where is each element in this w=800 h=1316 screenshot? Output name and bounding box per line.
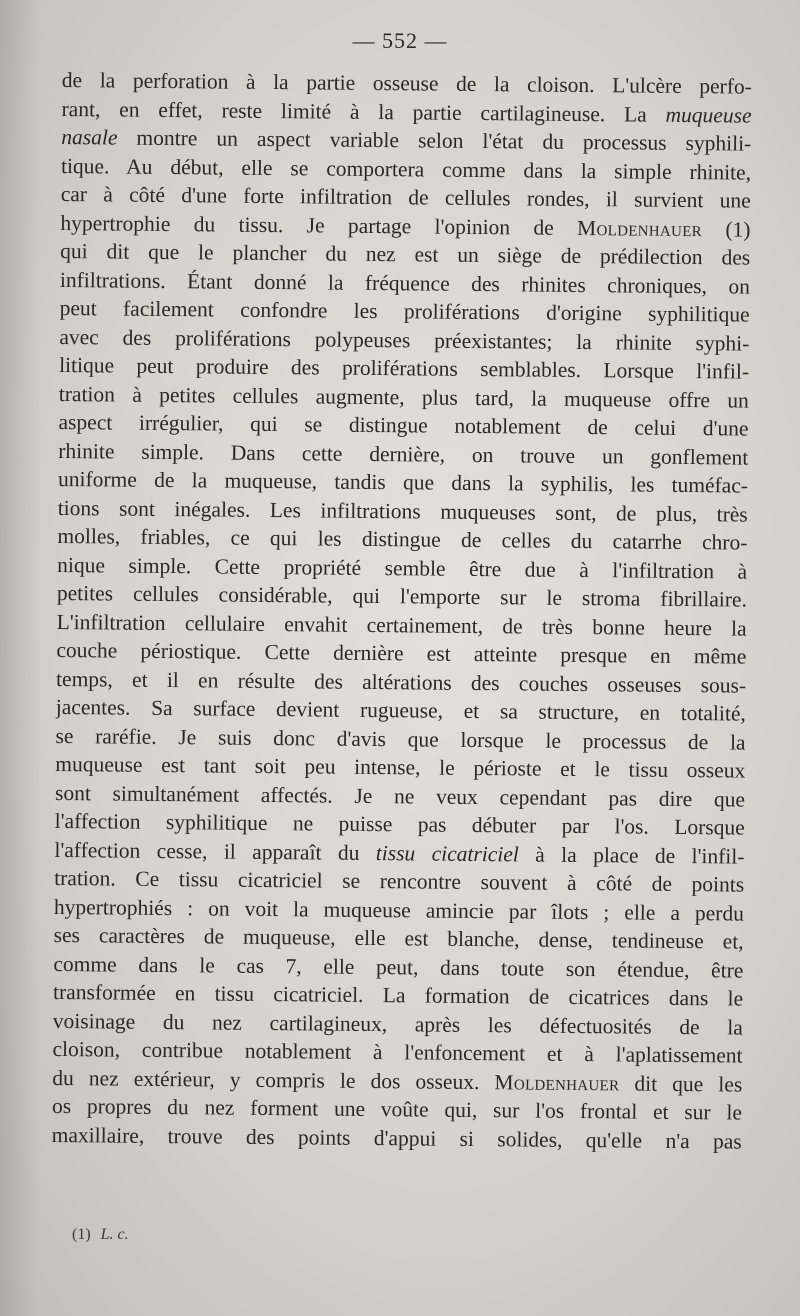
text-run: montre un aspect variable selon l'état du processus syphili- — [117, 125, 752, 156]
text-run: L'infiltration cellulaire envahit certainement, de très bonne heure la — [56, 609, 747, 641]
text-run: l'affection syphilitique ne puisse pas débuter par l'os. Lorsque — [54, 808, 745, 840]
text-run: transformée en tissu cicatriciel. La formation de cicatrices dans le — [52, 979, 744, 1011]
footnote — [72, 1226, 129, 1244]
text-run: à la place de l'infil- — [518, 841, 745, 869]
text-run: os propres du nez forment une voûte qui, sur l'os frontal et sur le — [51, 1093, 743, 1125]
text-run: petites cellules considérable, qui l'emporte sur le stroma fibrillaire. — [56, 580, 748, 612]
footnote-ref: (1) — [72, 1226, 91, 1243]
italic-text: muqueuse — [665, 102, 752, 128]
text-run: du nez extérieur, y compris le dos osseux. — [52, 1065, 495, 1094]
text-run: avec des proliférations polypeuses préexistantes; la rhinite syphi- — [59, 324, 750, 356]
text-run: hypertrophie du tissu. Je partage l'opinion de — [60, 210, 578, 240]
page-edge-shadow — [0, 0, 40, 1316]
footnote-text: L. c. — [100, 1226, 129, 1243]
text-run: cloison, contribue notablement à l'enfoncement et à l'aplatissement — [52, 1036, 743, 1068]
italic-text: nasale — [61, 124, 118, 150]
text-run: dit que les — [619, 1070, 743, 1097]
text-run: voisinage du nez cartilagineux, après les défectuosités de la — [52, 1008, 743, 1040]
text-run: (1) — [701, 216, 751, 242]
italic-text: tissu cicatriciel — [375, 840, 519, 866]
author-name: Moldenhauer — [494, 1069, 620, 1095]
text-run: rhinite simple. Dans cette dernière, on trouve un gonflement — [58, 438, 749, 470]
page-number: — 552 — — [352, 28, 448, 53]
text-run: uniforme de la muqueuse, tandis que dans la syphilis, les tuméfac- — [57, 466, 749, 498]
text-line — [52, 1120, 742, 1155]
text-run: hypertrophiés : on voit la muqueuse amincie par îlots ; elle a perdu — [53, 894, 745, 926]
text-run: car à côté d'une forte infiltration de cellules rondes, il survient une — [60, 181, 751, 213]
text-run: muqueuse est tant soit peu intense, le périoste et le tissu osseux — [55, 751, 746, 783]
text-run: couche périostique. Cette dernière est atteinte presque en même — [56, 637, 747, 669]
text-run: de la perforation à la partie osseuse de la cloison. L'ulcère perfo- — [61, 67, 752, 99]
text-run: l'affection cesse, il apparaît du — [54, 837, 376, 865]
text-run: se raréfie. Je suis donc d'avis que lorsque le processus de la — [55, 723, 746, 755]
text-run: peut facilement confondre les proliférations d'origine syphilitique — [59, 295, 750, 327]
text-run: molles, friables, ce qui les distingue de celles du catarrhe chro- — [57, 523, 748, 555]
text-run: infiltrations. Étant donné la fréquence des rhinites chroniques, on — [59, 267, 751, 299]
text-run: jacentes. Sa surface devient rugueuse, et sa structure, en totalité, — [55, 694, 746, 726]
text-run: tration. Ce tissu cicatriciel se rencontre souvent à côté de points — [54, 865, 745, 897]
text-run: tration à petites cellules augmente, plus tard, la muqueuse offre un — [58, 381, 749, 413]
text-run: sont simultanément affectés. Je ne veux cependant pas dire que — [54, 780, 746, 812]
text-run: ses caractères de muqueuse, elle est blanche, dense, tendineuse et, — [53, 922, 744, 954]
text-run: rant, en effet, reste limité à la partie cartilagineuse. La — [61, 96, 666, 127]
body-text — [52, 66, 752, 1156]
text-run: aspect irrégulier, qui se distingue notablement de celui d'une — [58, 409, 749, 441]
text-run: litique peut produire des proliférations semblables. Lorsque l'infil- — [59, 352, 750, 384]
text-run: nique simple. Cette propriété semble être due à l'infiltration à — [57, 552, 748, 584]
text-run: qui dit que le plancher du nez est un siège de prédilection des — [60, 238, 751, 270]
text-run: tique. Au début, elle se comportera comme dans la simple rhinite, — [60, 153, 752, 185]
text-run: tions sont inégales. Les infiltrations muqueuses sont, de plus, très — [57, 495, 748, 527]
text-run: temps, et il en résulte des altérations des couches osseuses sous- — [56, 666, 747, 698]
text-run: comme dans le cas 7, elle peut, dans toute son étendue, être — [53, 951, 744, 983]
author-name: Moldenhauer — [577, 215, 703, 241]
text-run: maxillaire, trouve des points d'appui si solides, qu'elle n'a pas — [51, 1122, 742, 1154]
